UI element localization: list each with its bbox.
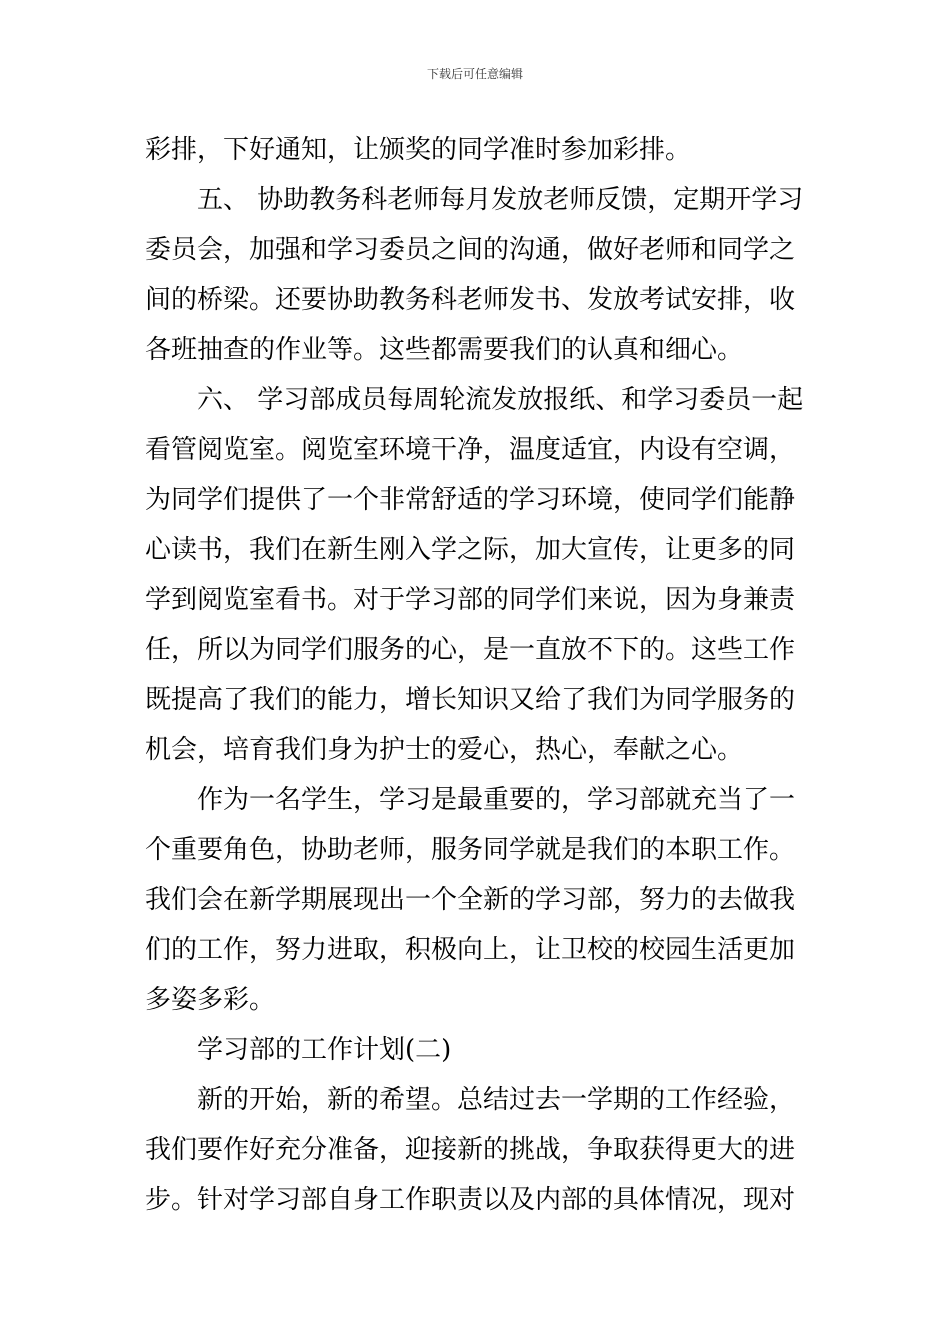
text-line: 心读书，我们在新生刚入学之际，加大宣传，让更多的同 (145, 535, 796, 565)
text-line: 既提高了我们的能力，增长知识又给了我们为同学服务的 (145, 685, 796, 715)
text-line: 看管阅览室。阅览室环境干净，温度适宜，内设有空调， (145, 435, 796, 465)
page-header: 下载后可任意编辑 (426, 67, 523, 81)
text-line: 作为一名学生，学习是最重要的，学习部就充当了一 (197, 785, 796, 815)
document-body (145, 125, 807, 1225)
text-line: 间的桥梁。还要协助教务科老师发书、发放考试安排，收 (145, 285, 796, 315)
text-line: 我们会在新学期展现出一个全新的学习部，努力的去做我 (145, 885, 796, 915)
section-heading: 学习部的工作计划(二) (197, 1035, 452, 1065)
text-line: 学到阅览室看书。对于学习部的同学们来说，因为身兼责 (145, 585, 796, 615)
text-line: 任，所以为同学们服务的心，是一直放不下的。这些工作 (145, 635, 796, 665)
text-line: 各班抽查的作业等。这些都需要我们的认真和细心。 (145, 335, 744, 365)
text-line: 为同学们提供了一个非常舒适的学习环境，使同学们能静 (145, 485, 796, 515)
text-line: 我们要作好充分准备，迎接新的挑战，争取获得更大的进 (145, 1135, 796, 1165)
text-line: 机会，培育我们身为护士的爱心，热心，奉献之心。 (145, 735, 744, 765)
text-line: 步。针对学习部自身工作职责以及内部的具体情况，现对 (145, 1185, 796, 1215)
text-line: 彩排，下好通知，让颁奖的同学准时参加彩排。 (145, 135, 692, 165)
text-line: 多姿多彩。 (145, 985, 276, 1015)
text-line: 个重要角色，协助老师，服务同学就是我们的本职工作。 (145, 835, 796, 865)
text-line: 们的工作，努力进取，积极向上，让卫校的校园生活更加 (145, 935, 796, 965)
text-line: 新的开始，新的希望。总结过去一学期的工作经验， (197, 1085, 796, 1115)
text-line: 五、 协助教务科老师每月发放老师反馈，定期开学习 (197, 185, 804, 215)
text-line: 委员会，加强和学习委员之间的沟通，做好老师和同学之 (145, 235, 796, 265)
text-line: 六、 学习部成员每周轮流发放报纸、和学习委员一起 (197, 385, 804, 415)
